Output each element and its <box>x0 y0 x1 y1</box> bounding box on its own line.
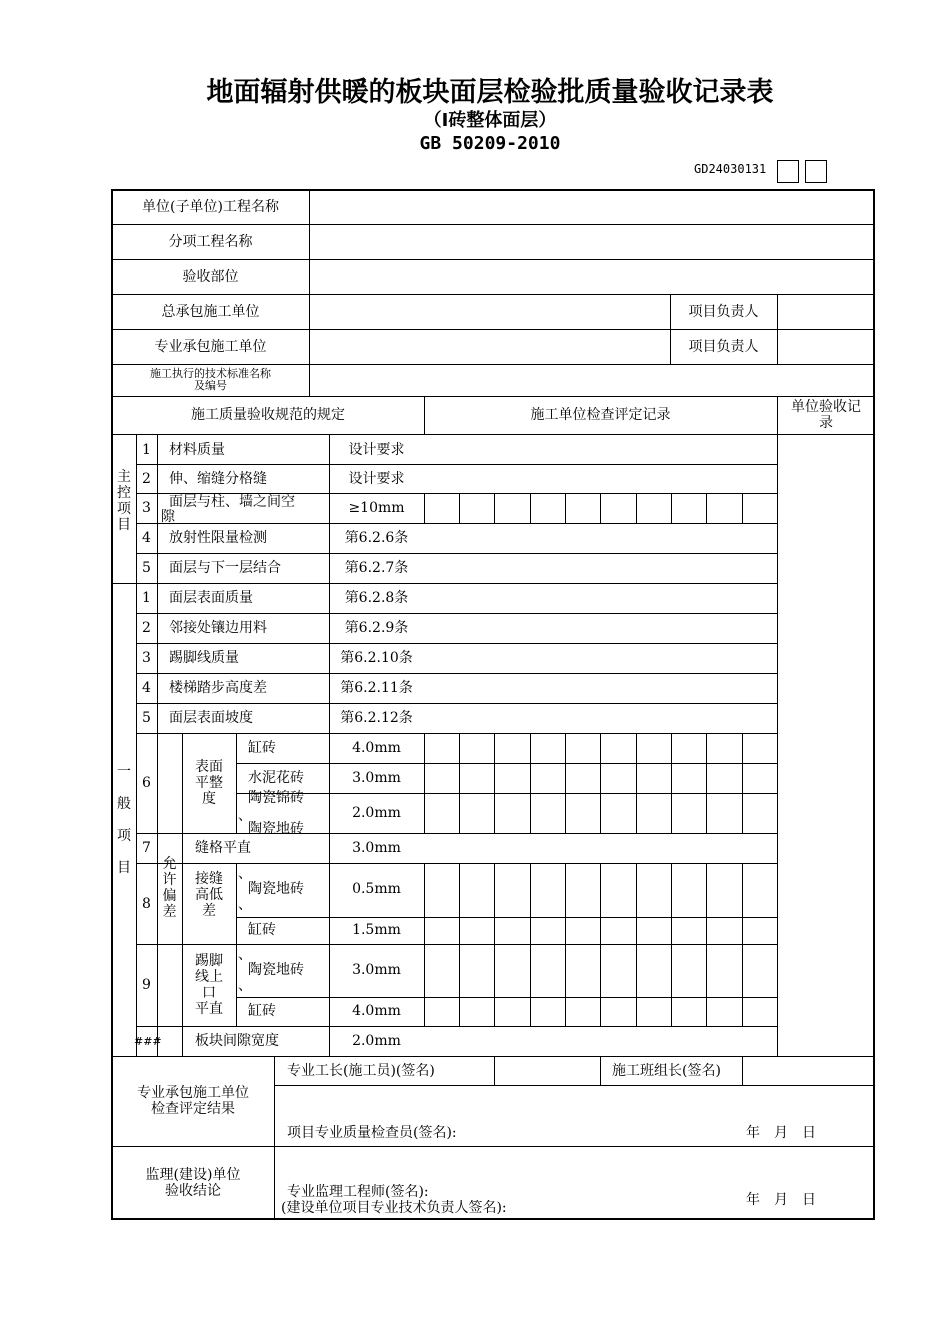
project-manager-label: 项目负责人 <box>688 304 759 320</box>
general-item-req: 第6.2.8条 <box>344 590 409 606</box>
cell-divider <box>424 863 425 1026</box>
cell-divider <box>530 733 531 833</box>
cell-divider <box>494 733 495 833</box>
item9-label-2: 线上 <box>195 969 223 985</box>
general-item-req: 第6.2.9条 <box>344 620 409 636</box>
item6-row-name: 水泥花砖 <box>248 770 304 786</box>
cell-divider <box>636 733 637 833</box>
main-item-name: 面层与柱、墙之间空 <box>169 494 295 510</box>
item9-label-1: 踢脚 <box>195 953 223 969</box>
cell-divider <box>530 863 531 1026</box>
cell-divider <box>494 493 495 523</box>
cell-divider <box>530 493 531 523</box>
code-box-1[interactable] <box>777 160 799 183</box>
general-item-no: 3 <box>142 650 151 666</box>
cell-divider <box>600 863 601 1026</box>
main-label-3: 项 <box>117 501 131 517</box>
general-item-no: 5 <box>142 710 151 726</box>
item8-mark-2: 、 <box>238 897 252 913</box>
record-header: 施工单位检查评定记录 <box>530 407 671 423</box>
item6-row-val: 4.0mm <box>352 740 401 756</box>
cell-divider <box>565 733 566 833</box>
form-subtitle: （Ⅰ砖整体面层） <box>423 110 557 131</box>
main-item-req: ≥10mm <box>348 500 405 516</box>
team-leader-signature[interactable]: 施工班组长(签名) <box>612 1063 721 1079</box>
main-item-no: 2 <box>142 471 151 487</box>
cell-divider <box>636 863 637 1026</box>
item6-no: 6 <box>142 775 151 791</box>
general-item-no: 4 <box>142 680 151 696</box>
general-item-req: 第6.2.10条 <box>340 650 413 666</box>
contractor-result-label-1: 专业承包施工单位 <box>137 1085 249 1101</box>
standard-name-label-1: 施工执行的技术标准名称 <box>150 367 271 380</box>
item9-row-name: 陶瓷地砖 <box>248 962 304 978</box>
cell-divider <box>459 733 460 833</box>
item8-row-name: 缸砖 <box>248 922 276 938</box>
owner-tech-signature[interactable]: (建设单位项目专业技术负责人签名): <box>281 1200 507 1216</box>
general-item-name: 楼梯踏步高度差 <box>169 680 267 696</box>
cell-divider <box>600 733 601 833</box>
cell-divider <box>565 863 566 1026</box>
main-item-name: 放射性限量检测 <box>169 530 267 546</box>
item6-row-val: 3.0mm <box>352 770 401 786</box>
form-title: 地面辐射供暖的板块面层检验批质量验收记录表 <box>206 77 774 108</box>
cell-divider <box>671 863 672 1026</box>
engineer-signature[interactable]: 专业监理工程师(签名): <box>287 1184 429 1200</box>
item10-no: ### <box>134 1035 162 1048</box>
spec-header: 施工质量验收规范的规定 <box>191 407 345 423</box>
main-item-no: 5 <box>142 560 151 576</box>
general-item-name: 踢脚线质量 <box>169 650 239 666</box>
item9-no: 9 <box>142 977 151 993</box>
acceptance-header-1: 单位验收记 <box>791 399 861 415</box>
cell-divider <box>706 733 707 833</box>
supervisor-label-2: 验收结论 <box>165 1183 221 1199</box>
main-item-no: 3 <box>142 500 151 516</box>
item7-no: 7 <box>142 840 151 856</box>
item6-label-1: 表面 <box>195 759 223 775</box>
general-item-no: 2 <box>142 620 151 636</box>
cell-divider <box>671 493 672 523</box>
deviation-label-1: 允 <box>162 856 177 872</box>
standard-name-label-2: 及编号 <box>194 379 227 392</box>
main-item-name: 材料质量 <box>169 442 225 458</box>
cell-divider <box>424 493 425 523</box>
general-item-req: 第6.2.12条 <box>340 710 413 726</box>
main-label-1: 主 <box>117 469 131 485</box>
acceptance-header-2: 录 <box>819 415 833 431</box>
item9-mark-1: 、 <box>238 947 252 963</box>
cell-divider <box>742 493 743 523</box>
general-label-2: 般 <box>117 796 131 812</box>
item6-row-mark: 、 <box>238 808 252 824</box>
date-1[interactable]: 年 月 日 <box>746 1125 816 1141</box>
general-item-name: 面层表面质量 <box>169 590 253 606</box>
special-contractor-label: 专业承包施工单位 <box>154 339 267 355</box>
main-item-no: 1 <box>142 442 151 458</box>
main-label-4: 目 <box>117 517 131 533</box>
cell-divider <box>706 863 707 1026</box>
item8-mark-1: 、 <box>238 866 252 882</box>
form-code: GD24030131 <box>694 162 767 176</box>
cell-divider <box>671 733 672 833</box>
cell-divider <box>459 863 460 1026</box>
item7-name: 缝格平直 <box>195 840 251 856</box>
main-item-name: 面层与下一层结合 <box>169 560 281 576</box>
main-item-req: 设计要求 <box>348 442 405 458</box>
general-item-name: 面层表面坡度 <box>169 710 253 726</box>
item6-row-name: 陶瓷锦砖 <box>248 790 304 806</box>
location-label: 验收部位 <box>182 269 239 285</box>
code-box-2[interactable] <box>805 160 827 183</box>
date-2[interactable]: 年 月 日 <box>746 1192 816 1208</box>
cell-divider <box>494 863 495 1026</box>
cell-divider <box>636 493 637 523</box>
deviation-label-2: 许 <box>162 872 177 888</box>
item8-no: 8 <box>142 896 151 912</box>
cell-divider <box>459 493 460 523</box>
inspector-signature[interactable]: 项目专业质量检查员(签名): <box>287 1125 457 1141</box>
main-item-req: 第6.2.7条 <box>344 560 409 576</box>
supervisor-label-1: 监理(建设)单位 <box>145 1167 241 1183</box>
main-label-2: 控 <box>117 485 131 501</box>
item9-row-name: 缸砖 <box>248 1003 276 1019</box>
deviation-label-3: 偏 <box>162 888 177 904</box>
contractor-result-label-2: 检查评定结果 <box>151 1101 235 1117</box>
project-manager-label-2: 项目负责人 <box>688 339 759 355</box>
cell-divider <box>742 733 743 833</box>
cell-divider <box>565 493 566 523</box>
main-item-req: 第6.2.6条 <box>344 530 409 546</box>
main-item-req: 设计要求 <box>348 471 405 487</box>
deviation-label-4: 差 <box>162 904 177 920</box>
sub-project-label: 分项工程名称 <box>168 234 253 250</box>
item8-label-2: 高低 <box>195 887 223 903</box>
main-item-name: 伸、缩缝分格缝 <box>169 471 267 487</box>
general-contractor-label: 总承包施工单位 <box>161 304 260 320</box>
item10-name: 板块间隙宽度 <box>195 1033 279 1049</box>
cell-divider <box>742 863 743 1026</box>
item10-val: 2.0mm <box>352 1033 401 1049</box>
unit-name-label: 单位(子单位)工程名称 <box>142 199 279 215</box>
cell-divider <box>424 733 425 833</box>
cell-divider <box>706 493 707 523</box>
item9-row-val: 3.0mm <box>352 962 401 978</box>
item9-row-val: 4.0mm <box>352 1003 401 1019</box>
general-label-3: 项 <box>117 828 131 844</box>
main-item-name-2: 隙 <box>161 509 175 525</box>
item7-val: 3.0mm <box>352 840 401 856</box>
item6-label-2: 平整 <box>195 775 223 791</box>
general-item-no: 1 <box>142 590 151 606</box>
general-item-req: 第6.2.11条 <box>340 680 413 696</box>
item8-row-val: 0.5mm <box>352 881 401 897</box>
cell-divider <box>600 493 601 523</box>
general-item-name: 邻接处镶边用料 <box>169 620 267 636</box>
item8-label-3: 差 <box>202 903 216 919</box>
main-item-no: 4 <box>142 530 151 546</box>
general-label-4: 目 <box>117 860 131 876</box>
general-label-1: 一 <box>117 764 131 780</box>
item6-row-name: 缸砖 <box>248 740 276 756</box>
item9-label-3: 口 <box>202 985 216 1001</box>
item6-label-3: 度 <box>202 791 216 807</box>
item6-row-name-3: 陶瓷地砖 <box>248 821 304 837</box>
item6-row-val: 2.0mm <box>352 805 401 821</box>
item8-label-1: 接缝 <box>195 871 223 887</box>
item8-row-name: 陶瓷地砖 <box>248 881 304 897</box>
item8-row-val: 1.5mm <box>352 922 401 938</box>
item9-mark-2: 、 <box>238 978 252 994</box>
foreman-signature[interactable]: 专业工长(施工员)(签名) <box>287 1063 435 1079</box>
standard-code: GB 50209-2010 <box>419 133 561 154</box>
item9-label-4: 平直 <box>195 1001 223 1017</box>
